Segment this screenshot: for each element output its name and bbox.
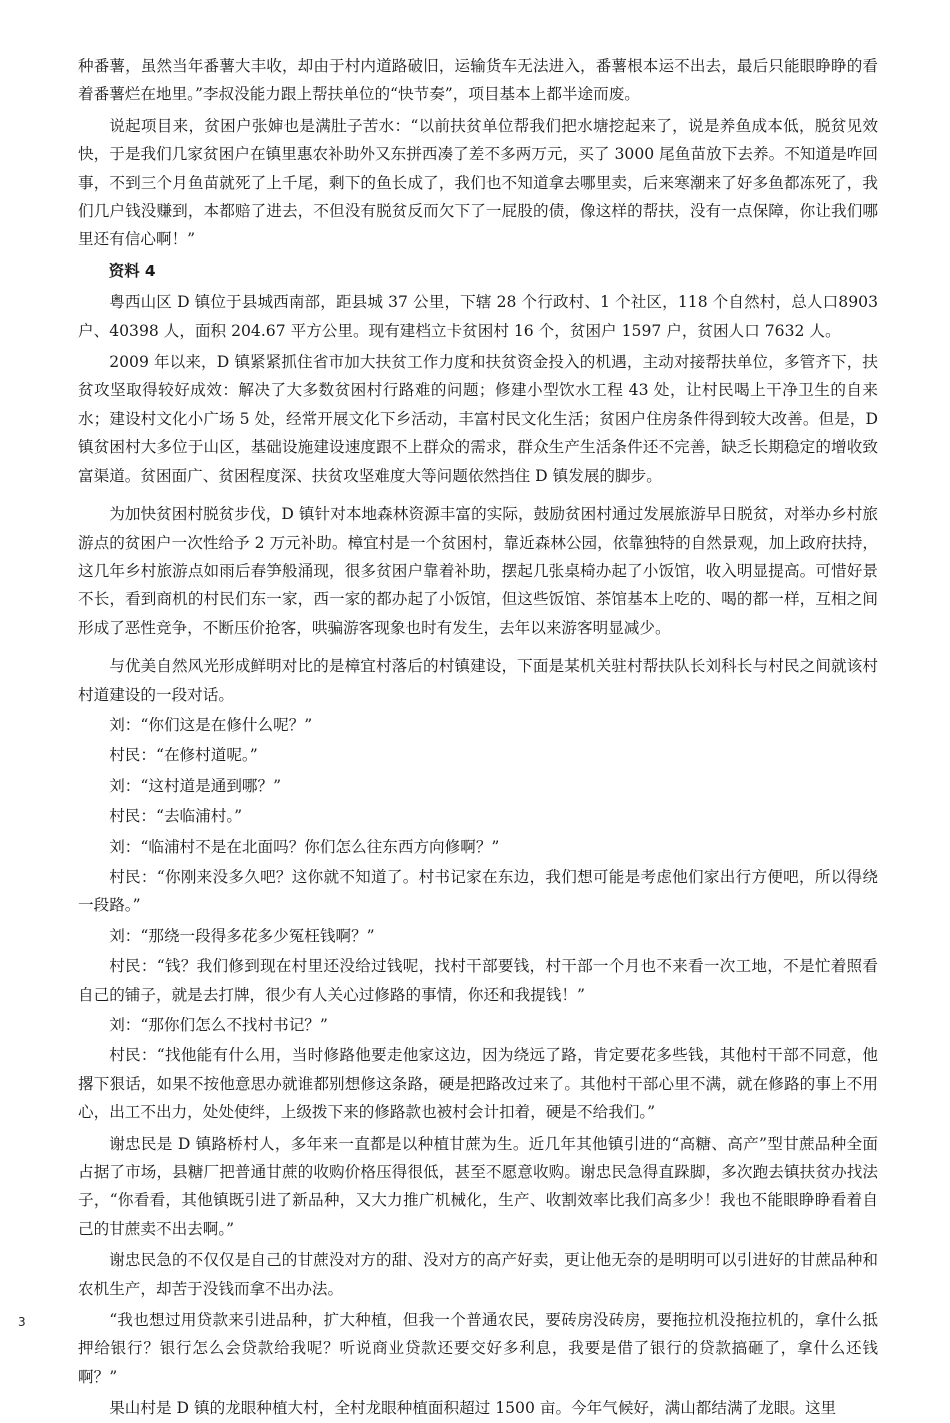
dialogue-line: 村民：“钱？我们修到现在村里还没给过钱呢，找村干部要钱，村干部一个月也不来看一次工地，不是忙着照看自己的铺子，就是去打牌，很少有人关心过修路的事情，你还和我提钱！” xyxy=(78,957,878,1004)
dialogue-line: 刘：“这村道是通到哪？” xyxy=(109,776,282,795)
dialogue-line: 村民：“去临浦村。” xyxy=(109,807,243,826)
paragraph: 与优美自然风光形成鲜明对比的是樟宜村落后的村镇建设，下面是某机关驻村帮扶队长刘科长与村民之间就该村村道建设的一段对话。 xyxy=(78,657,878,704)
paragraph: “我也想过用贷款来引进品种，扩大种植，但我一个普通农民，要砖房没砖房，要拖拉机没拖拉机的，拿什么抵押给银行？银行怎么会贷款给我呢？听说商业贷款还要交好多利息，我要是借了银行的贷款搞砸了，拿什么还钱啊？” xyxy=(78,1311,878,1386)
paragraph: 果山村是 D 镇的龙眼种植大村，全村龙眼种植面积超过 1500 亩。今年气候好，满山都结满了龙眼。这里 xyxy=(109,1399,837,1418)
paragraph: 谢忠民是 D 镇路桥村人，多年来一直都是以种植甘蔗为生。近几年其他镇引进的“高糖、高产”型甘蔗品种全面占据了市场，县糖厂把普通甘蔗的收购价格压得很低，甚至不愿意收购。谢忠民急得直跺脚，多次跑去镇扶贫办找法子，“你看看，其他镇既引进了新品种，又大力推广机械化，生产、收割效率比我们高多少！我也不能眼睁睁看着自己的甘蔗卖不出去啊。” xyxy=(78,1134,878,1238)
page-number: 3 xyxy=(18,1315,26,1329)
dialogue-line: 刘：“那绕一段得多花多少冤枉钱啊？” xyxy=(109,926,375,945)
dialogue-line: 村民：“你刚来没多久吧？这你就不知道了。村书记家在东边，我们想可能是考虑他们家出行方便吧，所以得绕一段路。” xyxy=(78,867,878,915)
paragraph: 粤西山区 D 镇位于县城西南部，距县城 37 公里，下辖 28 个行政村、1 个社区，118 个自然村，总人口8903 户、40398 人，面积 204.67 平方公里。现有建档立卡贫困村 16 个，贫困户 1597 户，贫困人口 7632 人。 xyxy=(78,293,878,340)
paragraph: 谢忠民急的不仅仅是自己的甘蔗没对方的甜、没对方的高产好卖，更让他无奈的是明明可以引进好的甘蔗品种和农机生产，却苦于没钱而拿不出办法。 xyxy=(78,1251,878,1298)
paragraph: 为加快贫困村脱贫步伐，D 镇针对本地森林资源丰富的实际，鼓励贫困村通过发展旅游早日脱贫，对举办乡村旅游点的贫困户一次性给予 2 万元补助。樟宜村是一个贫困村，靠近森林公园，依靠独特的自然景观，加上政府扶持，这几年乡村旅游点如雨后春笋般涌现，很多贫困户靠着补助，摆起几张桌椅办起了小饭馆，收入明显提高。可惜好景不长，看到商机的村民们东一家，西一家的都办起了小饭馆，但这些饭馆、茶馆基本上吃的、喝的都一样，互相之间形成了恶性竞争，不断压价抢客，哄骗游客现象也时有发生，去年以来游客明显减少。 xyxy=(78,505,878,637)
paragraph: 种番薯，虽然当年番薯大丰收，却由于村内道路破旧，运输货车无法进入，番薯根本运不出去，最后只能眼睁睁的看着番薯烂在地里。”李叔没能力跟上帮扶单位的“快节奏”，项目基本上都半途而废。 xyxy=(78,57,878,104)
dialogue-line: 刘：“临浦村不是在北面吗？你们怎么往东西方向修啊？” xyxy=(109,837,500,856)
dialogue-line: 刘：“那你们怎么不找村书记？” xyxy=(109,1016,328,1034)
dialogue-line: 村民：“找他能有什么用，当时修路他要走他家这边，因为绕远了路，肯定要花多些钱，其他村干部不同意，他撂下狠话，如果不按他意思办就谁都别想修这条路，硬是把路改过来了。其他村干部心里不满，就在修路的事上不用心，出工不出力，处处使绊，上级拨下来的修路款也被村会计扣着，硬是不给我们。” xyxy=(78,1046,878,1122)
document-body xyxy=(78,52,878,1423)
dialogue-line: 村民：“在修村道呢。” xyxy=(109,746,258,765)
dialogue-line: 刘：“你们这是在修什么呢？” xyxy=(109,715,313,734)
paragraph: 说起项目来，贫困户张婶也是满肚子苦水：“以前扶贫单位帮我们把水塘挖起来了，说是养鱼成本低，脱贫见效快，于是我们几家贫困户在镇里惠农补助外又东拼西凑了差不多两万元，买了 3000 尾鱼苗放下去养。不知道是咋回事，不到三个月鱼苗就死了上千尾，剩下的鱼长成了，我们也不知道拿去哪里卖，后来寒潮来了好多鱼都冻死了，我们几户钱没赚到，本都赔了进去，不但没有脱贫反而欠下了一屁股的债，像这样的帮扶，没有一点保障，你让我们哪里还有信心啊！” xyxy=(78,116,878,249)
section-heading: 资料 4 xyxy=(108,261,156,280)
paragraph: 2009 年以来，D 镇紧紧抓住省市加大扶贫工作力度和扶贫资金投入的机遇，主动对接帮扶单位，多管齐下，扶贫攻坚取得较好成效：解决了大多数贫困村行路难的问题；修建小型饮水工程 43 处，让村民喝上干净卫生的自来水；建设村文化小广场 5 处，经常开展文化下乡活动，丰富村民文化生活；贫困户住房条件得到较大改善。但是，D 镇贫困村大多位于山区，基础设施建设速度跟不上群众的需求，群众生产生活条件还不完善，缺乏长期稳定的增收致富渠道。贫困面广、贫困程度深、扶贫攻坚难度大等问题依然挡住 D 镇发展的脚步。 xyxy=(78,353,878,485)
